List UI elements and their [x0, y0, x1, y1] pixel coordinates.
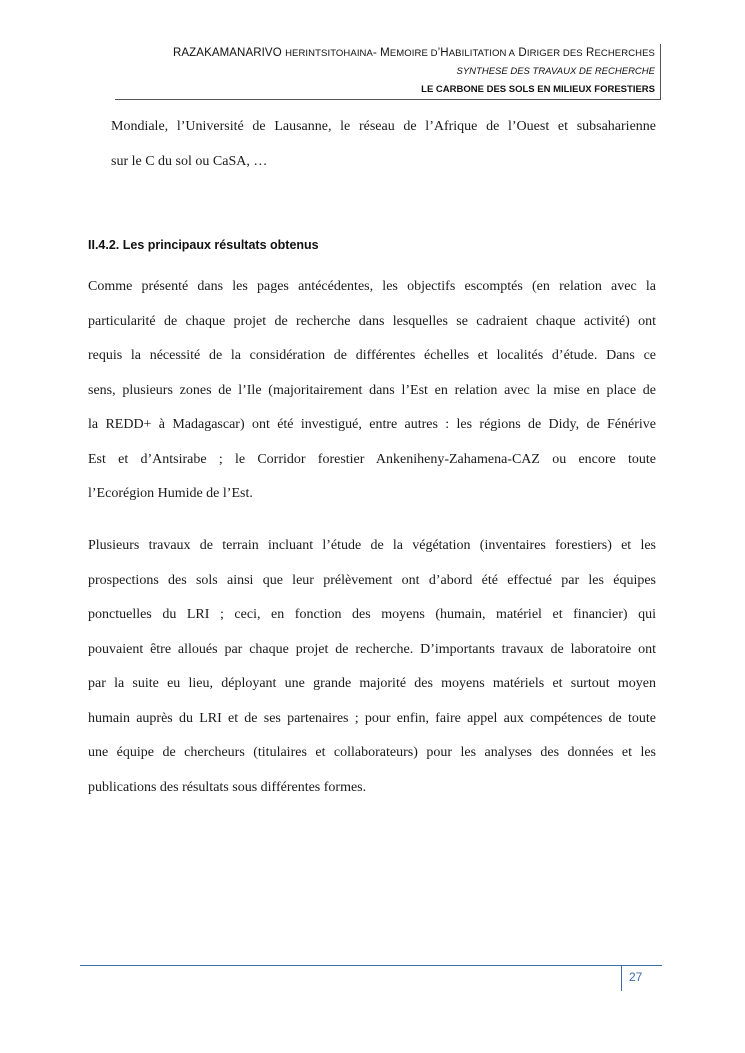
intro-line: sur le C du sol ou CaSA, …: [111, 153, 268, 169]
header-chapter: LE CARBONE DES SOLS EN MILIEUX FORESTIERS: [421, 84, 655, 95]
header-title-part: EMOIRE D: [389, 48, 438, 59]
paragraph-results-intro: [88, 270, 656, 512]
header-title-part: R: [582, 47, 595, 59]
section-heading: II.4.2. Les principaux résultats obtenus: [88, 238, 319, 252]
header-title-part: D: [515, 47, 527, 59]
header-title-line: [115, 44, 661, 63]
header-subtitle: SYNTHESE DES TRAVAUX DE RECHERCHE: [456, 66, 655, 77]
header-horizontal-rule: [115, 99, 661, 100]
paragraph-line: humain auprès du LRI et de ses partenaires ; pour enfin, faire appel aux compétences de toute: [88, 710, 656, 726]
header-title-part: IRIGER DES: [526, 48, 583, 59]
paragraph-line: pouvaient être alloués par chaque projet de recherche. D’importants travaux de laboratoire ont: [88, 641, 656, 657]
paragraph-line: requis la nécessité de la considération de différentes échelles et localités d’étude. Dans ce: [88, 348, 656, 363]
footer-vertical-rule: [621, 965, 622, 991]
running-header: [115, 44, 661, 99]
paragraph-line: publications des résultats sous différentes formes.: [88, 779, 367, 795]
header-title-part: ’H: [437, 47, 449, 59]
paragraph-line: Comme présenté dans les pages antécédentes, les objectifs escomptés (en relation avec la: [88, 279, 656, 294]
paragraph-line: Plusieurs travaux de terrain incluant l’étude de la végétation (inventaires forestiers) et les: [88, 538, 656, 553]
header-title-part: - M: [372, 47, 390, 59]
paragraph-line: une équipe de chercheurs (titulaires et collaborateurs) pour les analyses des données et les: [88, 745, 656, 760]
header-author-firstname: HERINTSITOHAINA: [285, 48, 373, 59]
paragraph-line: la REDD+ à Madagascar) ont été investigué, entre autres : les régions de Didy, de Fénérive: [88, 417, 656, 432]
paragraph-line: prospections des sols ainsi que leur prélèvement ont d’abord été effectué par les équipes: [88, 572, 656, 588]
paragraph-line: Est et d’Antsirabe ; le Corridor forestier Ankeniheny-Zahamena-CAZ ou encore toute: [88, 451, 656, 467]
header-title-part: ECHERCHES: [594, 48, 655, 59]
paragraph-field-work: [88, 529, 656, 805]
header-vertical-rule: [660, 44, 661, 100]
header-author-surname: RAZAKAMANARIVO: [173, 47, 282, 59]
page-number: 27: [629, 970, 643, 984]
intro-line: Mondiale, l’Université de Lausanne, le réseau de l’Afrique de l’Ouest et subsaharienne: [111, 119, 656, 134]
paragraph-line: par la suite eu lieu, déployant une grande majorité des moyens matériels et surtout moyen: [88, 676, 656, 691]
footer-rule: [80, 965, 662, 966]
header-title-part: ABILITATION A: [448, 48, 516, 59]
paragraph-line: particularité de chaque projet de recherche dans lesquelles se cadraient chaque activité) ont: [88, 313, 656, 329]
paragraph-line: sens, plusieurs zones de l’Ile (majoritairement dans l’Est en relation avec la mise en place de: [88, 382, 656, 398]
paragraph-line: l’Ecorégion Humide de l’Est.: [88, 486, 253, 501]
paragraph-line: ponctuelles du LRI ; ceci, en fonction des moyens (humain, matériel et financier) qui: [88, 607, 656, 622]
intro-paragraph: [111, 110, 656, 179]
